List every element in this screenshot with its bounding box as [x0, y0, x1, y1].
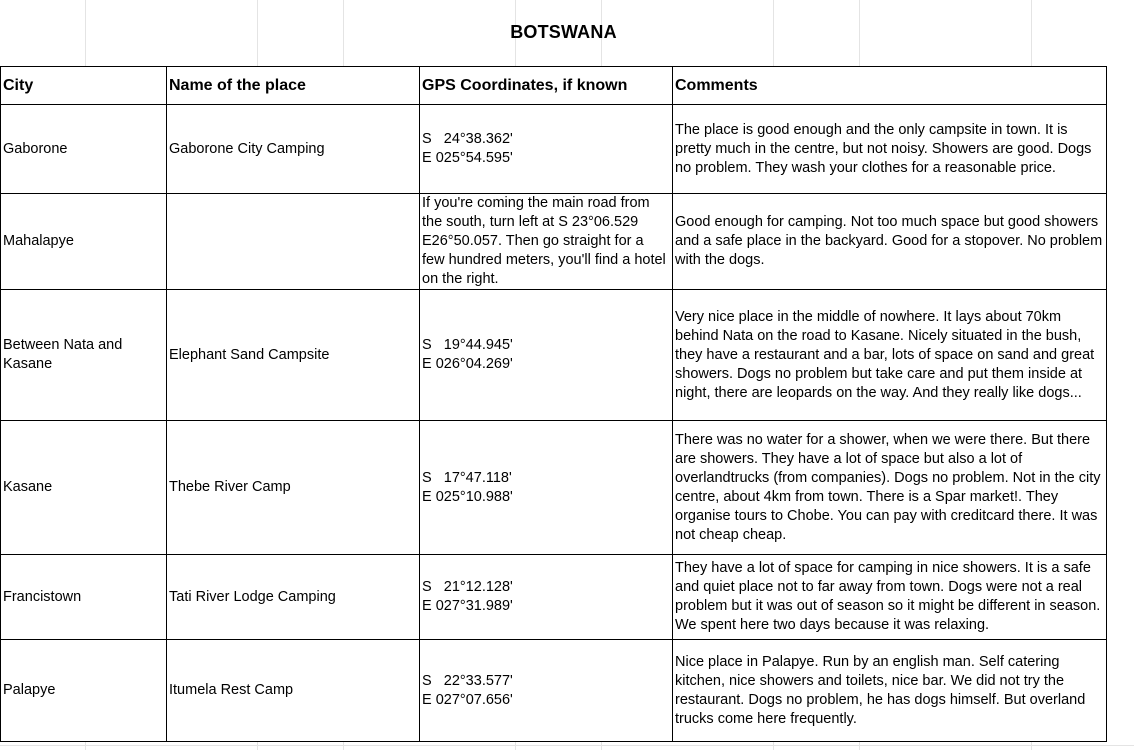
gps-latitude: S 19°44.945'	[422, 337, 513, 353]
table-row	[1, 290, 1107, 421]
table-row	[1, 194, 1107, 290]
cell-gps[interactable]	[420, 555, 673, 640]
cell-gps[interactable]	[420, 194, 673, 290]
table-row	[1, 640, 1107, 742]
cell-gps[interactable]	[420, 421, 673, 555]
cell-place[interactable]: Thebe River Camp	[167, 421, 420, 555]
header-row	[1, 67, 1107, 105]
cell-comments[interactable]: Very nice place in the middle of nowhere. It lays about 70km behind Nata on the road to Kasane. Nicely situated in the bush, they have a restaurant and a bar, lots of space on sand and great showers. Dogs no problem but take care and put them inside at night, there are leopards on the way. And they really like dogs...	[673, 290, 1107, 421]
cell-comments[interactable]: Good enough for camping. Not too much space but good showers and a safe place in the backyard. Good for a stopover. No problem with the dogs.	[673, 194, 1107, 290]
gps-longitude: E 027°07.656'	[422, 691, 513, 708]
cell-place[interactable]: Tati River Lodge Camping	[167, 555, 420, 640]
gps-latitude: S 22°33.577'	[422, 672, 513, 689]
cell-city[interactable]: Gaborone	[1, 105, 167, 194]
cell-comments[interactable]: They have a lot of space for camping in nice showers. It is a safe and quiet place not to far away from town. Dogs were not a real problem but it was out of season so it might be different in season. We spent here two days because it was relaxing.	[673, 555, 1107, 640]
header-city[interactable]: City	[1, 67, 167, 105]
sheet-gridline	[0, 745, 1134, 746]
gps-latitude: S 17°47.118'	[422, 469, 512, 486]
gps-longitude: E 027°31.989'	[422, 598, 513, 614]
gps-longitude: E 025°54.595'	[422, 150, 513, 166]
cell-city[interactable]: Francistown	[1, 555, 167, 640]
gps-latitude: S 24°38.362'	[422, 131, 513, 147]
header-gps[interactable]: GPS Coordinates, if known	[420, 67, 673, 105]
header-place[interactable]: Name of the place	[167, 67, 420, 105]
cell-place[interactable]: Gaborone City Camping	[167, 105, 420, 194]
cell-gps[interactable]	[420, 290, 673, 421]
table-row	[1, 555, 1107, 640]
cell-place[interactable]: Elephant Sand Campsite	[167, 290, 420, 421]
cell-city[interactable]: Kasane	[1, 421, 167, 555]
cell-city[interactable]: Palapye	[1, 640, 167, 742]
sheet-title: BOTSWANA	[510, 22, 617, 42]
cell-place[interactable]	[167, 194, 420, 290]
cell-city[interactable]: Between Nata and Kasane	[1, 290, 167, 421]
header-comments[interactable]: Comments	[673, 67, 1107, 105]
cell-gps[interactable]	[420, 105, 673, 194]
table-row	[1, 105, 1107, 194]
cell-comments[interactable]: There was no water for a shower, when we were there. But there are showers. They have a lot of space but also a lot of overlandtrucks (from companies). Dogs no problem. Not in the city centre, about 4km from town. There is a Spar market!. They organise tours to Chobe. You can pay with creditcard there. It was not cheap cheap.	[673, 421, 1107, 555]
cell-comments[interactable]: The place is good enough and the only campsite in town. It is pretty much in the centre, but not noisy. Showers are good. Dogs no problem. They wash your clothes for a reasonable price.	[673, 105, 1107, 194]
gps-latitude: S 21°12.128'	[422, 579, 513, 595]
places-table	[0, 66, 1107, 742]
cell-comments[interactable]: Nice place in Palapye. Run by an english man. Self catering kitchen, nice showers and toilets, nice bar. We did not try the restaurant. Dogs no problem, he has dogs himself. But overland trucks come here frequently.	[673, 640, 1107, 742]
cell-place[interactable]: Itumela Rest Camp	[167, 640, 420, 742]
cell-city[interactable]: Mahalapye	[1, 194, 167, 290]
cell-gps[interactable]	[420, 640, 673, 742]
gps-longitude: E 026°04.269'	[422, 356, 513, 372]
table-row	[1, 421, 1107, 555]
gps-longitude: E 025°10.988'	[422, 488, 513, 505]
gps-directions: If you're coming the main road from the south, turn left at S 23°06.529 E26°50.057. Then go straight for a few hundred meters, you'll find a hotel on the right.	[422, 195, 666, 287]
